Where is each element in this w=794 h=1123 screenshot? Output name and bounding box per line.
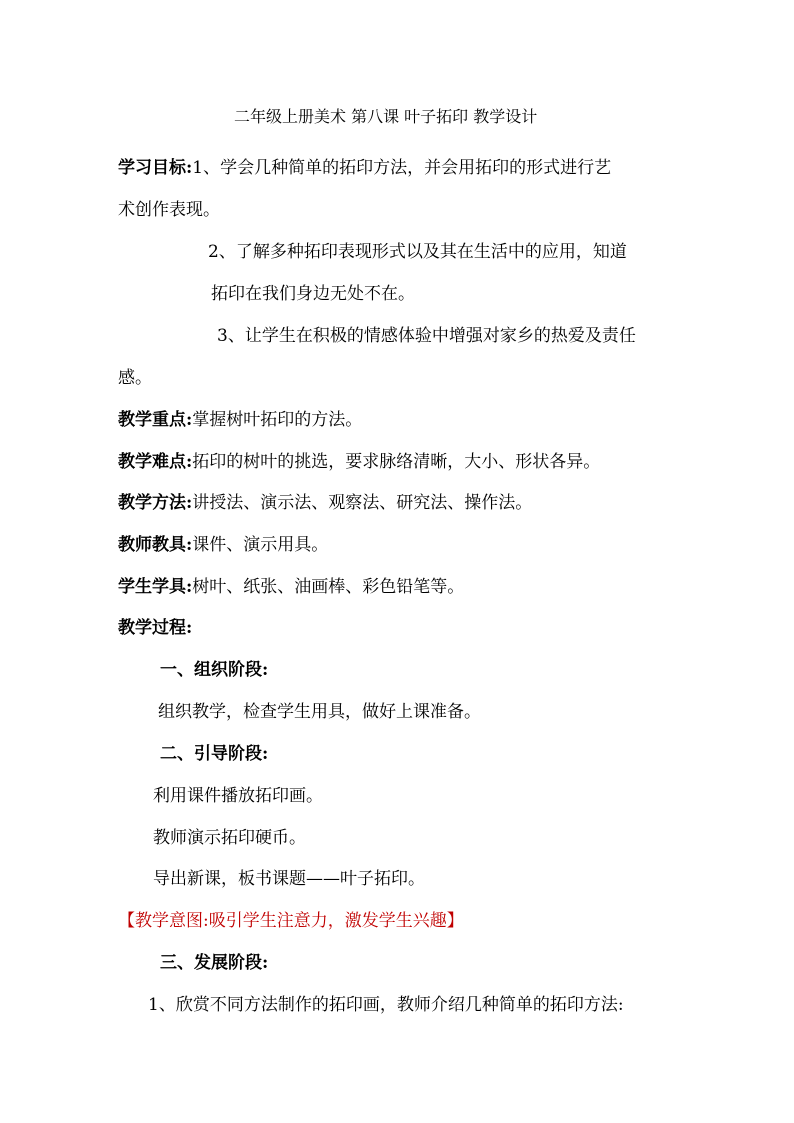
difficulty-text: 拓印的树叶的挑选，要求脉络清晰，大小、形状各异。 <box>192 452 601 472</box>
objective-1-line-2: 术创作表现。 <box>118 200 220 220</box>
stage-1-heading: 一、组织阶段: <box>160 660 269 680</box>
student-tools-text: 树叶、纸张、油画棒、彩色铅笔等。 <box>192 577 465 597</box>
objective-2-line-1: 2、了解多种拓印表现形式以及其在生活中的应用，知道 <box>208 242 627 262</box>
methods-row <box>118 492 532 514</box>
key-point-text: 掌握树叶拓印的方法。 <box>192 410 363 430</box>
difficulty-label: 教学难点: <box>118 452 193 472</box>
objectives-label: 学习目标: <box>118 158 193 178</box>
difficulty-row <box>118 451 600 473</box>
stage-2-line-1: 利用课件播放拓印画。 <box>153 786 323 806</box>
objectives-row-1 <box>118 157 611 179</box>
stage-3-heading: 三、发展阶段: <box>160 953 269 973</box>
student-tools-label: 学生学具: <box>118 577 193 597</box>
objective-2-line-2: 拓印在我们身边无处不在。 <box>211 284 415 304</box>
key-point-label: 教学重点: <box>118 410 193 430</box>
stage-1-text: 组织教学，检查学生用具，做好上课准备。 <box>158 702 481 722</box>
objective-3-line-2: 感。 <box>118 368 152 388</box>
objective-1-line-1: 1、学会几种简单的拓印方法，并会用拓印的形式进行艺 <box>192 158 612 178</box>
objective-3-line-1: 3、让学生在积极的情感体验中增强对家乡的热爱及责任 <box>217 326 636 346</box>
methods-label: 教学方法: <box>118 493 193 513</box>
teacher-tools-row <box>118 534 328 556</box>
stage-2-line-3: 导出新课，板书课题——叶子拓印。 <box>153 869 425 889</box>
stage-2-heading: 二、引导阶段: <box>160 744 269 764</box>
teaching-intent-note: 【教学意图:吸引学生注意力，激发学生兴趣】 <box>118 911 464 931</box>
process-label: 教学过程: <box>118 618 193 638</box>
key-point-row <box>118 409 362 431</box>
document-title: 二年级上册美术 第八课 叶子拓印 教学设计 <box>234 107 538 126</box>
teacher-tools-text: 课件、演示用具。 <box>192 535 329 555</box>
student-tools-row <box>118 576 464 598</box>
stage-2-line-2: 教师演示拓印硬币。 <box>153 828 306 848</box>
teacher-tools-label: 教师教具: <box>118 535 193 555</box>
methods-text: 讲授法、演示法、观察法、研究法、操作法。 <box>192 493 533 513</box>
stage-3-line-1: 1、欣赏不同方法制作的拓印画，教师介绍几种简单的拓印方法: <box>148 995 624 1015</box>
